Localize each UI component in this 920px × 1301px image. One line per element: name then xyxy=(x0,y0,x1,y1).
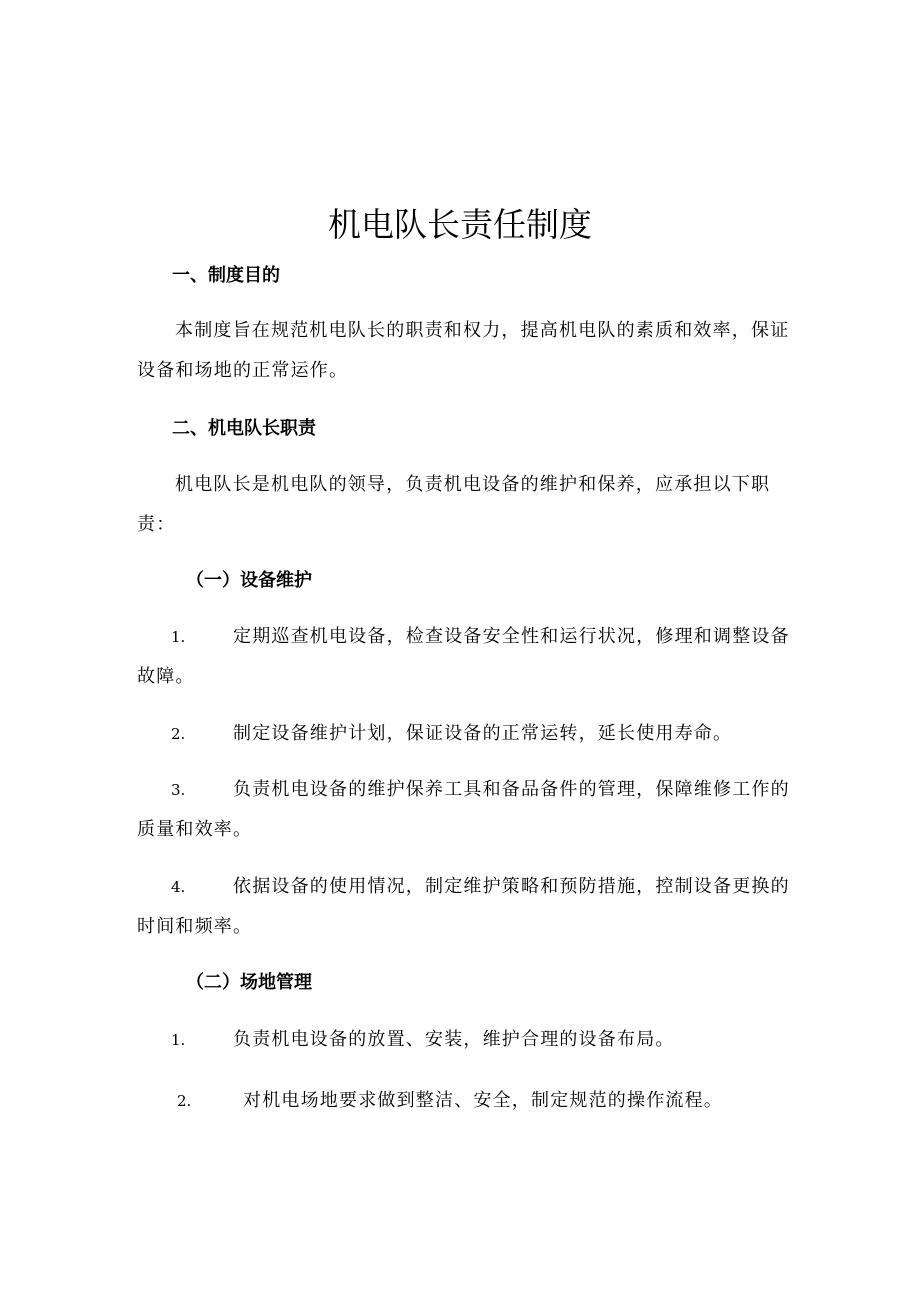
equipment-item-4 xyxy=(137,867,802,947)
item-number: 4. xyxy=(171,878,186,896)
item-text: 依据设备的使用情况，制定维护策略和预防措施，控制设备更换的时间和频率。 xyxy=(137,876,790,937)
item-text: 负责机电设备的放置、安装，维护合理的设备布局。 xyxy=(233,1029,675,1050)
duties-paragraph-text: 机电队长是机电队的领导，负责机电设备的维护和保养，应承担以下职责： xyxy=(137,474,771,535)
site-item-2 xyxy=(137,1081,802,1121)
duties-paragraph xyxy=(137,465,802,545)
item-text: 定期巡查机电设备，检查设备安全性和运行状况，修理和调整设备故障。 xyxy=(137,626,790,687)
purpose-paragraph xyxy=(137,311,802,391)
item-number: 1. xyxy=(171,1031,186,1049)
document-title: 机电队长责任制度 xyxy=(328,205,592,244)
site-item-1 xyxy=(137,1020,802,1060)
item-number: 1. xyxy=(171,628,186,646)
equipment-item-2 xyxy=(137,714,802,754)
equipment-item-3 xyxy=(137,770,802,850)
section-heading-duties: 二、机电队长职责 xyxy=(172,418,316,439)
equipment-item-1 xyxy=(137,617,802,697)
item-number: 3. xyxy=(171,781,186,799)
item-number: 2. xyxy=(171,725,186,743)
item-text: 负责机电设备的维护保养工具和备品备件的管理，保障维修工作的质量和效率。 xyxy=(137,779,790,840)
item-text: 制定设备维护计划，保证设备的正常运转，延长使用寿命。 xyxy=(233,723,733,744)
purpose-paragraph-text: 本制度旨在规范机电队长的职责和权力，提高机电队的素质和效率，保证设备和场地的正常运作。 xyxy=(137,320,790,381)
item-number: 2. xyxy=(177,1092,192,1110)
item-text: 对机电场地要求做到整洁、安全，制定规范的操作流程。 xyxy=(243,1090,723,1111)
subsection-heading-equipment: （一）设备维护 xyxy=(186,570,312,591)
section-heading-purpose: 一、制度目的 xyxy=(172,265,280,286)
subsection-heading-site: （二）场地管理 xyxy=(186,972,312,993)
